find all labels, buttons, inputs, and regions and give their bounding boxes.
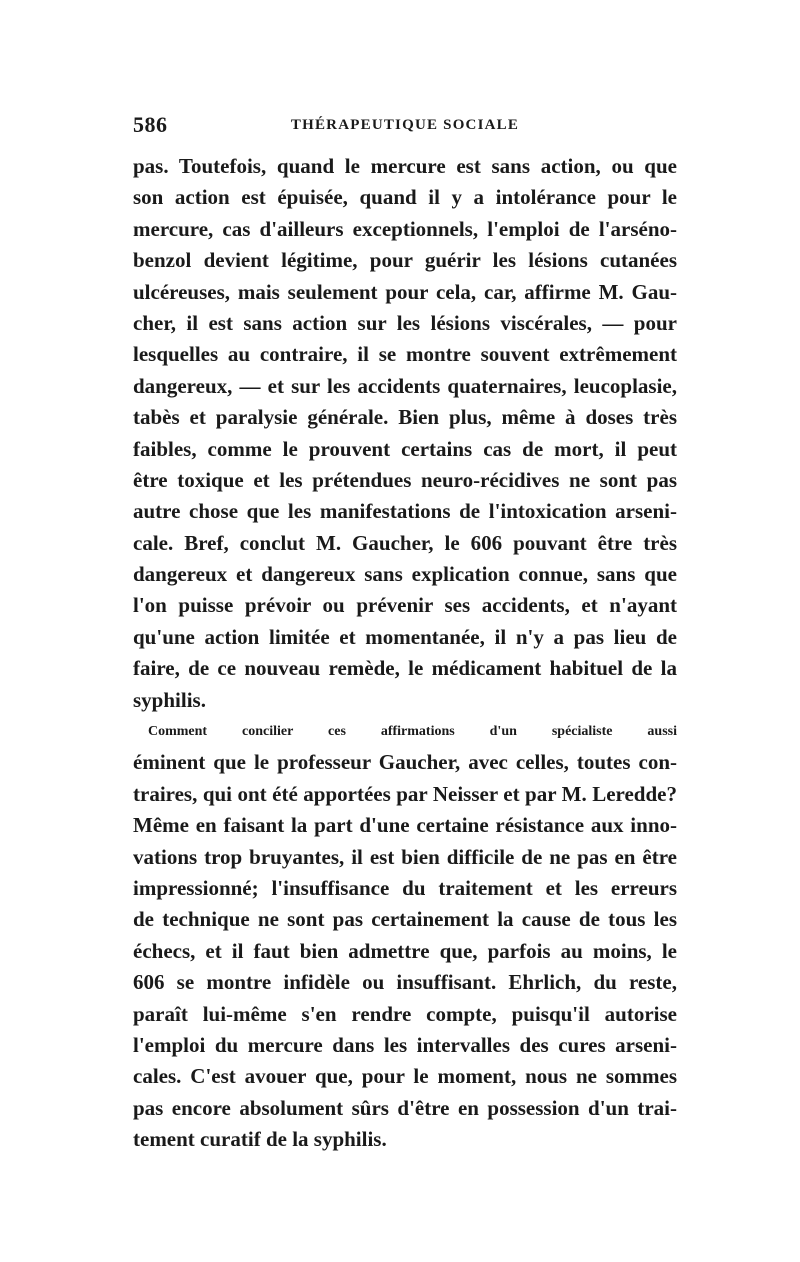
- text-line: pas. Toutefois, quand le mercure est sans action, ou que: [133, 154, 677, 178]
- text-line: tabès et paralysie générale. Bien plus, même à doses très: [133, 405, 677, 430]
- text-line: 606 se montre infidèle ou insuffisant. Ehrlich, du reste,: [133, 970, 677, 995]
- text-line: son action est épuisée, quand il y a intolérance pour le: [133, 185, 677, 210]
- text-line: pas encore absolument sûrs d'être en possession d'un trai-: [133, 1095, 677, 1120]
- page-header: [133, 112, 677, 140]
- text-line: mercure, cas d'ailleurs exceptionnels, l'emploi de l'arséno-: [133, 216, 677, 241]
- text-line: éminent que le professeur Gaucher, avec celles, toutes con-: [133, 750, 677, 775]
- text-line: qu'une action limitée et momentanée, il n'y a pas lieu de: [133, 624, 677, 649]
- text-line: cher, il est sans action sur les lésions viscérales, — pour: [133, 310, 677, 335]
- text-line: dangereux et dangereux sans explication connue, sans que: [133, 562, 677, 587]
- body-text: [133, 151, 677, 1156]
- text-line: faibles, comme le prouvent certains cas de mort, il peut: [133, 436, 677, 461]
- paragraph: [133, 151, 677, 716]
- text-line: cales. C'est avouer que, pour le moment, nous ne sommes: [133, 1064, 677, 1089]
- running-title: THÉRAPEUTIQUE SOCIALE: [290, 117, 520, 133]
- text-line: traires, qui ont été apportées par Neisser et par M. Leredde?: [133, 781, 677, 806]
- text-line: ulcéreuses, mais seulement pour cela, car, affirme M. Gau-: [133, 279, 677, 304]
- page-number: 586: [133, 112, 168, 137]
- text-line: syphilis.: [133, 687, 206, 712]
- text-line: Même en faisant la part d'une certaine résistance aux inno-: [133, 813, 677, 838]
- text-line: l'emploi du mercure dans les intervalles des cures arseni-: [133, 1032, 677, 1057]
- text-line: l'on puisse prévoir ou prévenir ses accidents, et n'ayant: [133, 593, 677, 618]
- text-line: paraît lui-même s'en rendre compte, puisqu'il autorise: [133, 1001, 677, 1026]
- text-line: de technique ne sont pas certainement la cause de tous les: [133, 907, 677, 932]
- text-line: dangereux, — et sur les accidents quaternaires, leucoplasie,: [133, 373, 677, 398]
- text-line: échecs, et il faut bien admettre que, parfois au moins, le: [133, 938, 677, 963]
- text-line: vations trop bruyantes, il est bien difficile de ne pas en être: [133, 844, 677, 869]
- text-line: impressionné; l'insuffisance du traitement et les erreurs: [133, 875, 677, 900]
- text-line: cale. Bref, conclut M. Gaucher, le 606 pouvant être très: [133, 530, 677, 555]
- text-line: tement curatif de la syphilis.: [133, 1127, 387, 1152]
- text-line: faire, de ce nouveau remède, le médicament habituel de la: [133, 656, 677, 681]
- text-line: Comment concilier ces affirmations d'un spécialiste aussi: [148, 724, 677, 740]
- text-line: être toxique et les prétendues neuro-récidives ne sont pas: [133, 467, 677, 492]
- text-line: lesquelles au contraire, il se montre souvent extrêmement: [133, 342, 677, 367]
- paragraph: [133, 716, 677, 1155]
- text-line: benzol devient légitime, pour guérir les lésions cutanées: [133, 248, 677, 273]
- text-line: autre chose que les manifestations de l'intoxication arseni-: [133, 499, 677, 524]
